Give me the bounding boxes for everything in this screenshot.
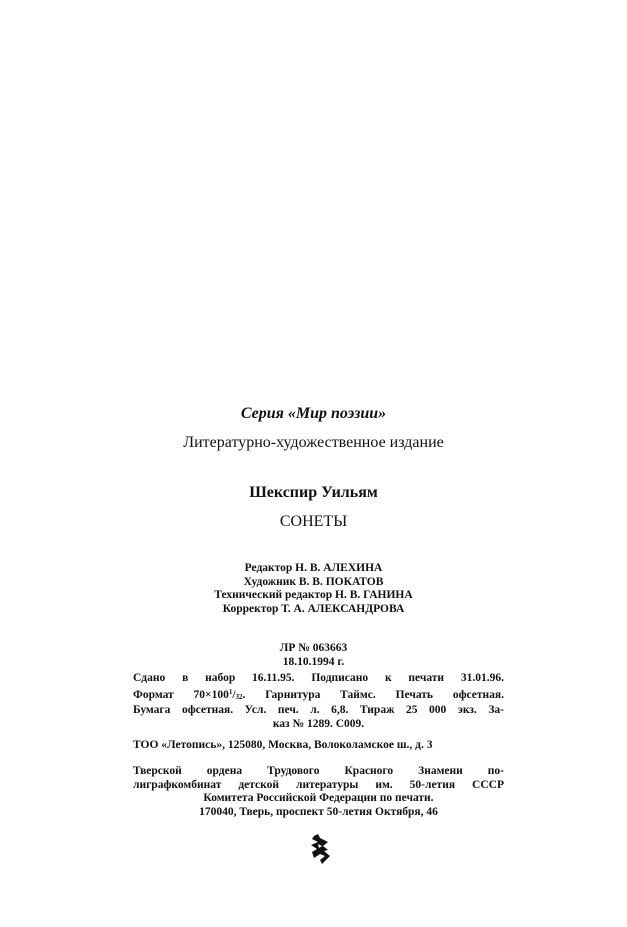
series-name: Серия «Мир поэзии» <box>240 405 387 422</box>
pub-format-sub: 32 <box>235 692 243 701</box>
printer-line-2: лиграфкомбинат детской литературы им. 50-летия СССР <box>133 778 504 791</box>
printer-line-3: Комитета Российской Федерации по печати. <box>203 792 434 804</box>
pub-format-prefix: Формат 70×100 <box>133 688 229 701</box>
pub-format-slash: / <box>232 688 236 701</box>
publication-details <box>133 672 504 731</box>
edition-type: Литературно-художественное издание <box>183 434 444 451</box>
credit-artist: Художник В. В. ПОКАТОВ <box>243 575 384 588</box>
printer-line-4: 170040, Тверь, проспект 50-летия Октября, 46 <box>199 805 438 818</box>
pub-line-2 <box>133 686 504 705</box>
pub-format-suffix: . Гарнитура Таймс. Печать офсетная. <box>242 688 504 701</box>
pub-line-4: каз № 1289. С009. <box>272 717 365 730</box>
publisher-address: ТОО «Летопись», 125080, Москва, Волоколамское ш., д. 3 <box>133 739 433 751</box>
credit-proofreader: Корректор Т. А. АЛЕКСАНДРОВА <box>222 602 405 615</box>
pub-line-1: Сдано в набор 16.11.95. Подписано к печати 31.01.96. <box>133 672 504 684</box>
credit-tech-editor: Технический редактор Н. В. ГАНИНА <box>214 589 413 601</box>
credit-editor: Редактор Н. В. АЛЕХИНА <box>244 562 383 574</box>
pub-format-sup: 1 <box>228 687 233 696</box>
license-block <box>0 642 627 669</box>
license-date: 18.10.1994 г. <box>282 655 345 668</box>
license-number: ЛР № 063663 <box>279 642 348 654</box>
book-title: СОНЕТЫ <box>279 513 348 530</box>
credits-block <box>0 562 627 616</box>
printer-details <box>133 765 504 819</box>
printer-line-1: Тверской ордена Трудового Красного Знамени по- <box>133 765 504 777</box>
publisher-emblem-icon <box>308 834 332 864</box>
pub-line-3: Бумага офсетная. Усл. печ. л. 6,8. Тираж 25 000 экз. За- <box>133 704 504 716</box>
author-name: Шекспир Уильям <box>249 484 378 501</box>
